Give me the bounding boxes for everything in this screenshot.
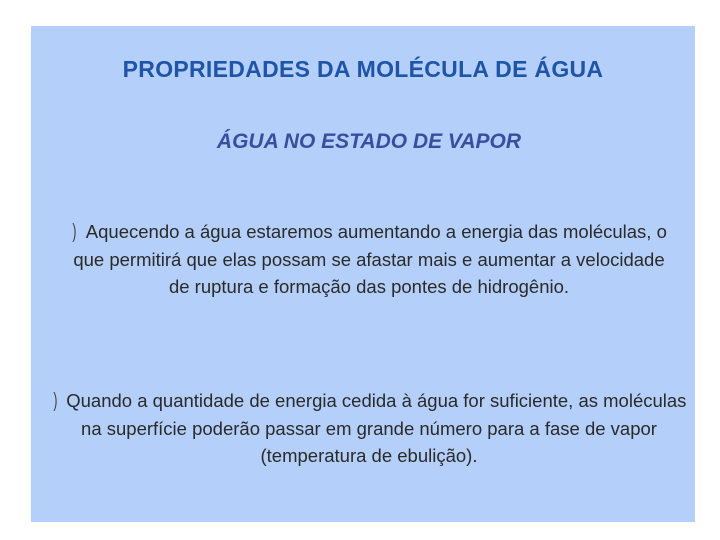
bullet-marker-icon: ) bbox=[72, 221, 77, 243]
slide bbox=[31, 26, 695, 522]
bullet-paragraph-2 bbox=[47, 387, 691, 469]
bullet-text-1: Aquecendo a água estaremos aumentando a energia das moléculas, o que permitirá que elas possam se afastar mais e aumentar a velocidade de ruptura e formação das pontes de hidrogênio. bbox=[73, 221, 667, 297]
bullet-marker-icon: ) bbox=[52, 390, 57, 412]
bullet-paragraph-1 bbox=[69, 218, 669, 300]
slide-title: PROPRIEDADES DA MOLÉCULA DE ÁGUA bbox=[122, 56, 604, 82]
bullet-text-2: Quando a quantidade de energia cedida à água for suficiente, as moléculas na superfície poderão passar em grande número para a fase de vapor (temperatura de ebulição). bbox=[66, 390, 687, 466]
slide-subtitle: ÁGUA NO ESTADO DE VAPOR bbox=[216, 130, 522, 153]
